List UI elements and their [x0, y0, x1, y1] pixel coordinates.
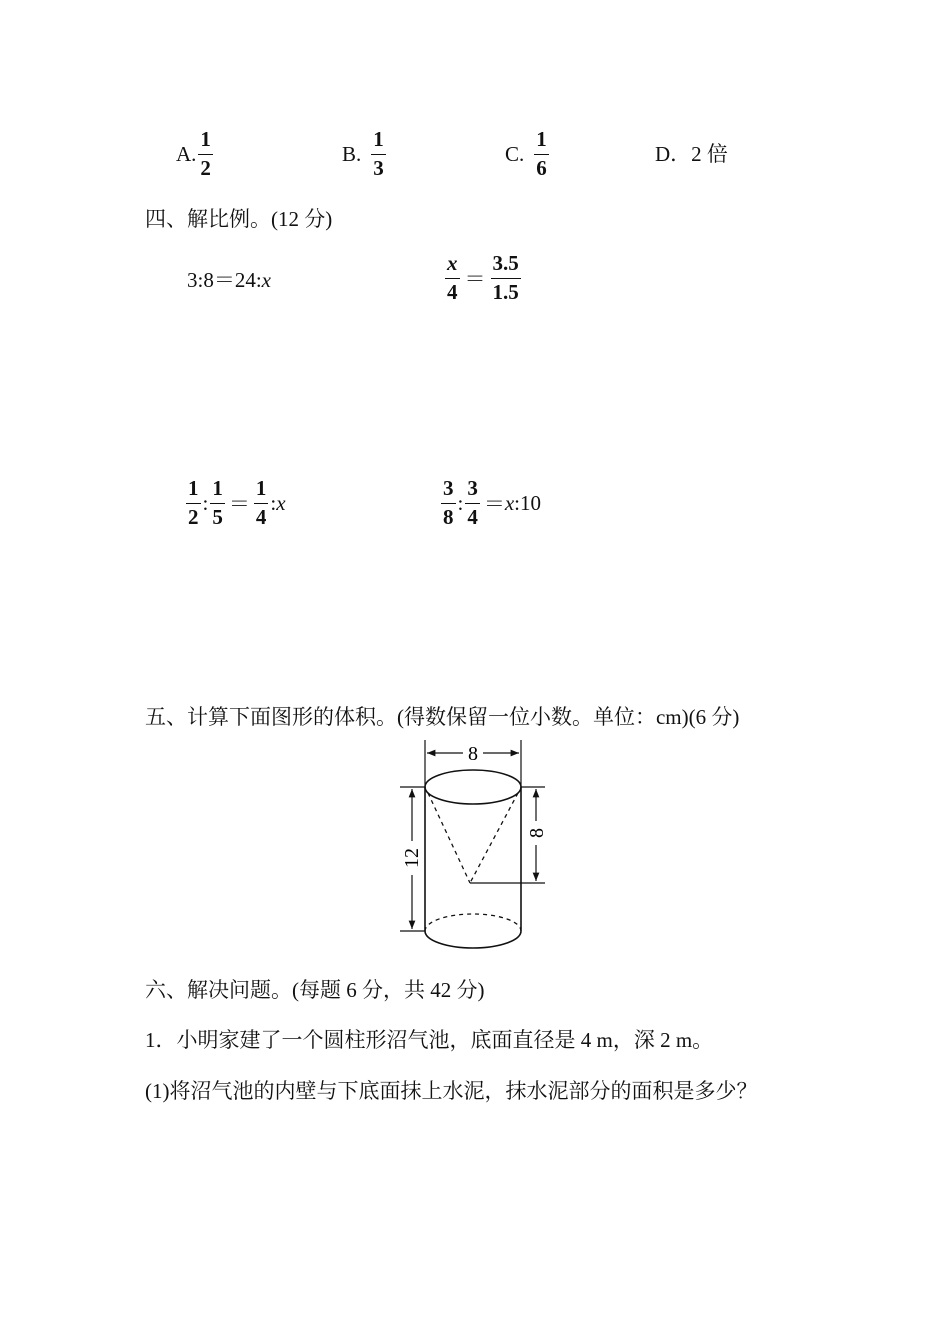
equation-4-n1: 3 [441, 477, 456, 504]
equation-1 [187, 264, 271, 294]
choice-c-letter: C. [505, 141, 525, 166]
question-1: 1．小明家建了一个圆柱形沼气池，底面直径是 4 m，深 2 m。 [145, 1028, 714, 1052]
equation-4-colon: : [457, 490, 464, 515]
equation-3-frac3 [254, 477, 269, 529]
choice-a-denominator: 2 [200, 155, 211, 180]
equation-3-n1: 1 [186, 477, 201, 504]
equation-2-den1: 4 [447, 279, 458, 304]
equation-3-d1: 2 [188, 504, 199, 529]
choice-d-text: 2 倍 [691, 142, 728, 166]
bottom-ellipse-back [425, 914, 521, 931]
choice-a-fraction [198, 128, 213, 180]
choice-c-numerator: 1 [534, 128, 549, 155]
equation-3-d3: 4 [255, 504, 267, 529]
choice-b-numerator: 1 [371, 128, 386, 155]
top-ellipse [425, 770, 521, 804]
equation-3-frac2 [210, 477, 225, 529]
section4-heading: 四、解比例。(12 分) [145, 207, 333, 231]
choice-a-numerator: 1 [198, 128, 213, 155]
section5-heading: 五、计算下面图形的体积。(得数保留一位小数。单位：cm)(6 分) [145, 705, 740, 729]
choice-b-letter: B. [342, 141, 362, 166]
equation-4 [441, 477, 541, 529]
equation-4-frac1 [441, 477, 456, 529]
equation-2-num2: 3.5 [491, 252, 521, 279]
choice-a [176, 128, 213, 180]
equation-3-colon2: : [270, 490, 277, 515]
equation-3-colon: : [202, 490, 209, 515]
equation-3-n3: 1 [254, 477, 269, 504]
question-1-part-1: (1)将沼气池的内壁与下底面抹上水泥，抹水泥部分的面积是多少？ [145, 1079, 758, 1103]
bottom-ellipse-front [425, 931, 521, 948]
height-label: 12 [401, 848, 423, 868]
equation-4-tail: :10 [514, 490, 542, 515]
equation-2-frac-right [491, 252, 521, 304]
equation-2-var: x [445, 252, 460, 279]
equation-2-equals: ＝ [464, 267, 486, 292]
choice-c [505, 128, 549, 180]
equation-3 [186, 477, 286, 529]
diameter-label: 8 [468, 743, 478, 765]
cone-left-edge [428, 793, 470, 883]
equation-4-d2: 4 [467, 504, 478, 529]
equation-4-equals: ＝ [483, 492, 505, 517]
choice-b-fraction [371, 128, 386, 180]
equation-4-n2: 3 [465, 477, 480, 504]
choice-c-denominator: 6 [536, 155, 547, 180]
equation-2-den2: 1.5 [492, 279, 519, 304]
choice-c-fraction [534, 128, 549, 180]
equation-1-var: x [261, 268, 271, 292]
cone-height-label: 8 [526, 828, 548, 838]
section6-heading: 六、解决问题。(每题 6 分，共 42 分) [145, 978, 485, 1002]
choice-b-denominator: 3 [373, 155, 384, 180]
cone-right-edge [470, 793, 518, 883]
choice-d-letter: D． [655, 142, 692, 166]
equation-4-frac2 [465, 477, 480, 529]
choice-b [342, 128, 386, 180]
equation-4-var: x [504, 490, 515, 515]
choice-d [655, 138, 728, 168]
choice-a-letter: A. [176, 141, 197, 166]
equation-3-n2: 1 [210, 477, 225, 504]
equation-3-frac1 [186, 477, 201, 529]
equation-3-d2: 5 [212, 504, 223, 529]
equation-2-frac-left [445, 252, 460, 304]
equation-3-var: x [276, 490, 286, 515]
equation-3-equals: ＝ [228, 492, 250, 517]
equation-2 [445, 252, 521, 304]
equation-4-d1: 8 [443, 504, 454, 529]
equation-1-left: 3:8＝24: [187, 268, 262, 292]
cylinder-cone-figure [390, 735, 560, 960]
